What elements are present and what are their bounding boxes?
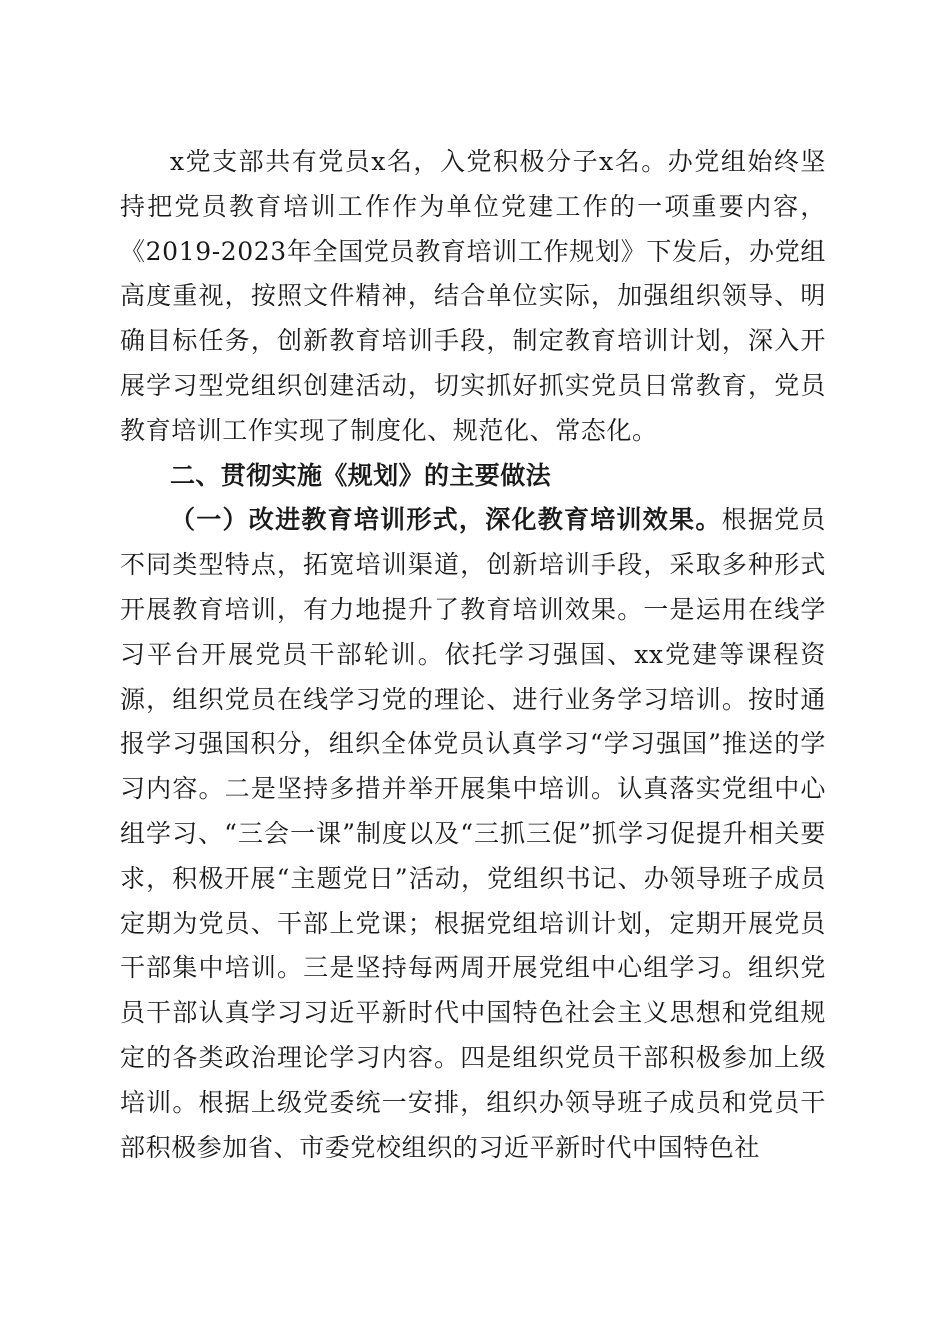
subsection-heading: （一）改进教育培训形式，深化教育培训效果。	[170, 505, 722, 535]
subsection-paragraph	[120, 498, 826, 1170]
body-paragraph-text: 根据党员不同类型特点，拓宽培训渠道，创新培训手段，采取多种形式开展教育培训，有力地提升了教育培训效果。一是运用在线学习平台开展党员干部轮训。依托学习强国、xx党建等课程资源，组织党员在线学习党的理论、进行业务学习培训。按时通报学习强国积分，组织全体党员认真学习“学习强国”推送的学习内容。二是坚持多措并举开展集中培训。认真落实党组中心组学习、“三会一课”制度以及“三抓三促”抓学习促提升相关要求，积极开展“主题党日”活动，党组织书记、办领导班子成员定期为党员、干部上党课；根据党组培训计划，定期开展党员干部集中培训。三是坚持每两周开展党组中心组学习。组织党员干部认真学习习近平新时代中国特色社会主义思想和党组规定的各类政治理论学习内容。四是组织党员干部积极参加上级培训。根据上级党委统一安排，组织办领导班子成员和党员干部积极参加省、市委党校组织的习近平新时代中国特色社	[120, 505, 826, 1162]
section-heading: 二、贯彻实施《规划》的主要做法	[170, 460, 552, 490]
document-body	[120, 140, 826, 1170]
intro-paragraph: x党支部共有党员x名，入党积极分子x名。办党组始终坚持把党员教育培训工作作为单位党建工作的一项重要内容，《2019-2023年全国党员教育培训工作规划》下发后，办党组高度重视，按照文件精神，结合单位实际，加强组织领导、明确目标任务，创新教育培训手段，制定教育培训计划，深入开展学习型党组织创建活动，切实抓好抓实党员日常教育，党员教育培训工作实现了制度化、规范化、常态化。	[120, 147, 826, 445]
